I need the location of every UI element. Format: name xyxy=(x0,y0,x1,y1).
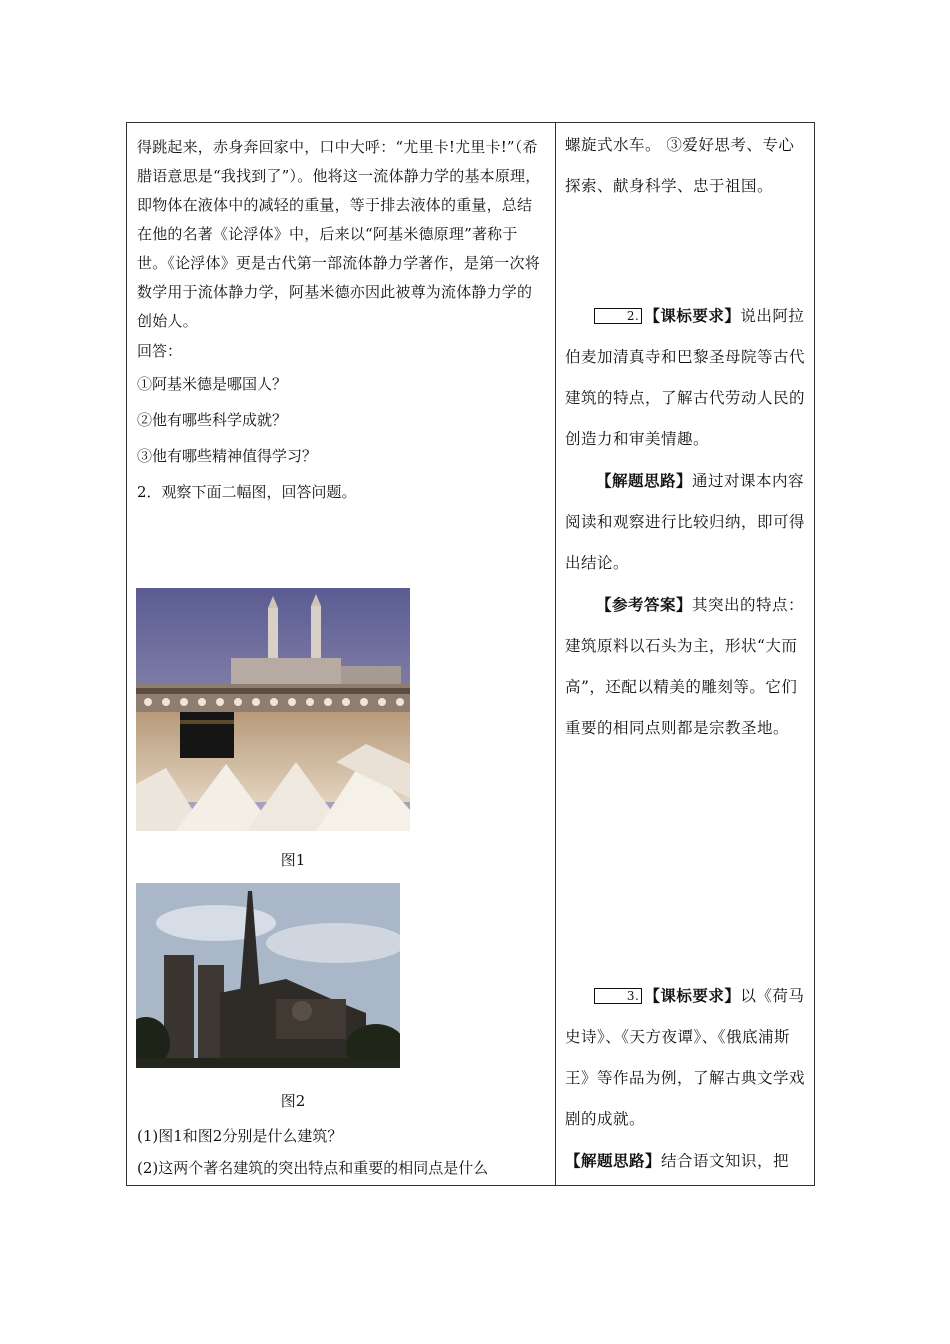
sub-question-2: (2)这两个著名建筑的突出特点和重要的相同点是什么 xyxy=(137,1159,489,1177)
item-2-requirement-text: 说出阿拉伯麦加清真寺和巴黎圣母院等古代建筑的特点，了解古代劳动人民的创造力和审美情趣。 xyxy=(565,307,806,448)
item-2-answer-text: 其突出的特点：建筑原料以石头为主，形状“大而高”，还配以精美的雕刻等。它们重要的相同点则都是宗教圣地。 xyxy=(565,596,805,737)
item-2-answer-label: 【参考答案】 xyxy=(596,595,693,614)
item-2-requirement-label: 【课标要求】 xyxy=(644,306,741,325)
right-column xyxy=(565,131,805,207)
figure-2-caption: 图2 xyxy=(280,1092,306,1110)
figure-2-notre-dame xyxy=(136,883,400,1068)
item-3-requirement-text: 以《荷马史诗》、《天方夜谭》、《俄底浦斯王》等作品为例，了解古典文学戏剧的成就。 xyxy=(565,987,806,1128)
item-2-block xyxy=(565,295,809,749)
notre-dame-image xyxy=(136,883,400,1068)
question-2: ②他有哪些科学成就？ xyxy=(137,411,288,429)
item-2-idea-label: 【解题思路】 xyxy=(596,471,693,490)
sub-question-1: (1)图1和图2分别是什么建筑？ xyxy=(137,1127,343,1145)
task-2-heading: 2．观察下面二幅图，回答问题。 xyxy=(137,483,357,501)
left-column xyxy=(137,131,545,510)
archimedes-paragraph: 得跳起来，赤身奔回家中，口中大呼：“尤里卡!尤里卡!”（希腊语意思是“我找到了”）。他将这一流体静力学的基本原理，即物体在液体中的减轻的重量，等于排去液体的重量，总结在他的名著《论浮体》中，后来以“阿基米德原理”著称于世。《论浮体》更是古代第一部流体静力学著作，是第一次将数学用于流体静力学，阿基米德亦因此被尊为流体静力学的创始人。 xyxy=(137,138,541,330)
item-3-idea-label: 【解题思路】 xyxy=(565,1151,662,1170)
item-2-number: 2. xyxy=(594,308,642,324)
answer-prompt: 回答： xyxy=(137,342,183,360)
item-2-idea-text: 通过对课本内容阅读和观察进行比较归纳，即可得出结论。 xyxy=(565,472,806,572)
item-3-block xyxy=(565,975,809,1182)
question-3: ③他有哪些精神值得学习？ xyxy=(137,447,318,465)
answer-continuation: 螺旋式水车。 ③爱好思考、专心探索、献身科学、忠于祖国。 xyxy=(565,136,795,195)
item-3-idea-text: 结合语文知识，把 xyxy=(661,1152,790,1170)
question-1: ①阿基米德是哪国人？ xyxy=(137,375,288,393)
item-3-requirement-label: 【课标要求】 xyxy=(644,986,741,1005)
answer-table xyxy=(126,122,815,1186)
figure-1-caption: 图1 xyxy=(280,851,306,869)
mecca-mosque-image xyxy=(136,588,410,831)
column-divider xyxy=(555,123,556,1185)
item-3-number: 3. xyxy=(594,988,642,1004)
figure-1-mecca-mosque xyxy=(136,588,410,831)
